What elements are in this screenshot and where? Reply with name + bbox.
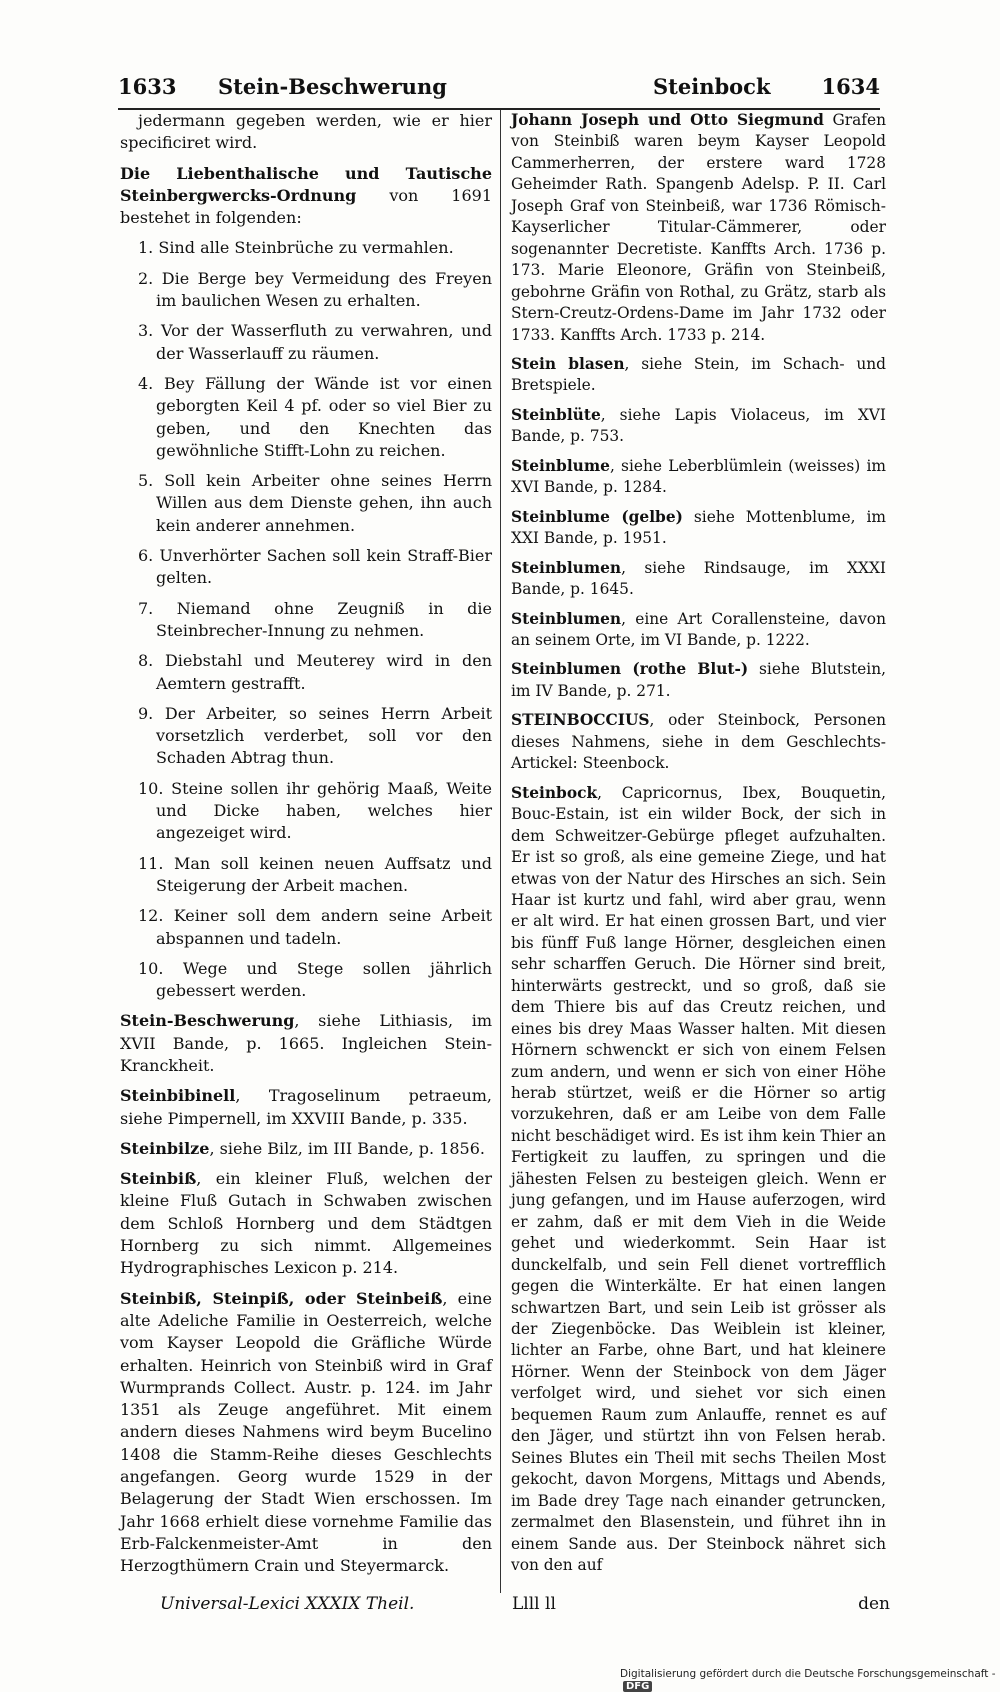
entry-text: 6. Unverhörter Sachen soll kein Straff-Bier gelten. [138,546,492,588]
entry-text: , eine alte Adeliche Familie in Oesterreich, welche vom Kayser Leopold die Gräfliche Würde erhalten. Heinrich von Steinbiß wird in Graf Wurmprands Collect. Austr. p. 124. im Jahr 1351 als Zeuge angeführet. Mit einem andern dieses Nahmens wird beym Bucelino 1408 die Stamm-Reihe dieses Geschlechts angefangen. Georg wurde 1529 in der Belagerung der Stadt Wien erschossen. Im Jahr 1668 erhielt diese vornehme Familie das Erb-Falckenmeister-Amt in den Herzogthümern Crain und Steyermarck. [120,1288,492,1576]
entry-text: , siehe Rindsauge, im XXXI Bande, p. 1645. [511,558,886,599]
lexicon-entry [511,110,886,346]
entry-text: 4. Bey Fällung der Wände ist vor einen geborgten Keil 4 pf. oder so viel Bier zu geben, und den Knechten das gewöhnliche Stifft-Lohn zu reichen. [138,373,492,460]
credit-text: Digitalisierung gefördert durch die Deutsche Forschungsgemeinschaft - [620,1668,996,1680]
list-item [138,778,492,845]
catchword: den [858,1594,890,1614]
lexicon-entry [511,354,886,397]
entry-text: 7. Niemand ohne Zeugniß in die Steinbrecher-Innung zu nehmen. [138,598,492,640]
lexicon-entry [511,456,886,499]
list-item [138,853,492,898]
lexicon-entry [120,1085,492,1130]
entry-headword: STEINBOCCIUS [511,711,650,730]
list-item [138,905,492,950]
entry-headword: Steinblume [511,456,610,475]
entry-headword: Steinbilze [120,1138,210,1158]
entry-text: 5. Soll kein Arbeiter ohne seines Herrn Willen aus dem Dienste gehen, ihn auch kein anderer annehmen. [138,471,492,535]
list-item [138,650,492,695]
page-number-left: 1633 [118,74,177,99]
lexicon-entry [511,558,886,601]
entry-text: 9. Der Arbeiter, so seines Herrn Arbeit vorsetzlich verderbet, soll vor den Schaden Abtrag thun. [138,703,492,768]
list-item [138,703,492,770]
entry-text: jedermann gegeben werden, wie er hier specificiret wird. [120,111,492,153]
list-item [138,268,492,313]
entry-text: , siehe Stein, im Schach- und Bretspiele. [511,354,887,395]
entry-headword: Steinbiß [120,1169,197,1189]
lexicon-entry [120,110,492,155]
right-column [511,110,886,1584]
entry-text: 12. Keiner soll dem andern seine Arbeit abspannen und tadeln. [138,906,492,948]
entry-headword: Steinblume (gelbe) [511,507,683,526]
list-item [138,320,492,365]
entry-headword: Steinblüte [511,405,601,424]
list-item [138,958,492,1003]
entry-headword: Steinbibinell [120,1086,236,1106]
lexicon-entry [120,1288,492,1578]
entry-headword: Steinblumen [511,558,622,577]
lexicon-entry [120,1010,492,1077]
entry-text: , siehe Lapis Violaceus, im XVI Bande, p. 753. [511,405,886,446]
entry-headword: Steinbock [511,783,598,802]
digitization-credit [620,1668,1000,1692]
running-title-right: Steinbock [653,74,771,99]
entry-text: siehe Blutstein, im IV Bande, p. 271. [511,660,887,700]
entry-headword: Stein blasen [511,354,625,373]
entry-text: , oder Steinbock, Personen dieses Nahmens, siehe in dem Geschlechts-Artickel: Steenbock. [511,711,886,773]
entry-text: 3. Vor der Wasserfluth zu verwahren, und der Wasserlauff zu räumen. [138,321,492,363]
list-item [138,237,492,259]
lexicon-entry [511,507,886,550]
entry-text: 10. Wege und Stege sollen jährlich gebessert werden. [138,958,492,1001]
entry-headword: Steinblumen [511,609,622,628]
running-title-left: Stein-Beschwerung [218,74,447,99]
lexicon-entry [511,659,886,702]
entry-headword: Steinbiß, Steinpiß, oder Steinbeiß [120,1288,443,1308]
left-column [120,110,492,1586]
entry-text: , siehe Leberblümlein (weisses) im XVI Bande, p. 1284. [511,456,886,497]
signature-mark: Llll ll [512,1594,556,1614]
entry-text: Grafen von Steinbiß waren beym Kayser Leopold Cammerherren, der erstere ward 1728 Geheimder Rath. Spangenb Adelsp. P. II. Carl Joseph Graf von Steinbeiß, war 1736 Römisch-Kayserlicher Titular-Cämmerer, oder sogenannter Decretiste. Kanffts Arch. 1736 p. 173. Marie Eleonore, Gräfin von Steinbeiß, gebohrne Gräfin von Rothal, zu Grätz, starb als Stern-Creutz-Ordens-Dame im Jahr 1732 oder 1733. Kanffts Arch. 1733 p. 214. [511,111,886,344]
entry-text: siehe Mottenblume, im XXI Bande, p. 1951. [511,507,886,548]
entry-headword: Johann Joseph und Otto Siegmund [511,111,824,129]
page-number-right: 1634 [821,74,880,99]
entry-text: 10. Steine sollen ihr gehörig Maaß, Weite und Dicke haben, welches hier angezeiget wird. [138,778,492,843]
lexicon-entry [120,1138,492,1160]
entry-text: , Tragoselinum petraeum, siehe Pimpernell, im XXVIII Bande, p. 335. [120,1086,492,1128]
lexicon-entry [511,609,886,652]
entry-text: , eine Art Corallensteine, davon an seinem Orte, im VI Bande, p. 1222. [511,609,886,649]
entry-text: von 1691 bestehet in folgenden: [120,185,492,228]
entry-text: 11. Man soll keinen neuen Auffsatz und Steigerung der Arbeit machen. [138,853,492,895]
lexicon-entry [511,783,886,1577]
lexicon-entry [511,710,886,774]
entry-headword: Steinblumen (rothe Blut-) [511,660,749,679]
dfg-logo-icon: DFG [623,1681,652,1692]
entry-headword: Die Liebenthalische und Tautische Steinbergwercks-Ordnung [120,163,492,205]
list-item [138,470,492,537]
lexicon-entry [120,1168,492,1279]
list-item [138,545,492,590]
column-divider [500,110,501,1593]
entry-text: , siehe Lithiasis, im XVII Bande, p. 1665. Ingleichen Stein-Kranckheit. [120,1011,492,1075]
entry-text: , siehe Bilz, im III Bande, p. 1856. [209,1138,485,1158]
page-footer [160,1594,890,1622]
entry-headword: Stein-Beschwerung [120,1011,295,1031]
entry-text: 8. Diebstahl und Meuterey wird in den Aemtern gestrafft. [138,651,492,693]
entry-text: 1. Sind alle Steinbrüche zu vermahlen. [138,238,454,258]
page-header [118,68,880,110]
list-item [138,598,492,643]
signature-volume: Universal-Lexici XXXIX Theil. [160,1594,415,1614]
entry-text: , Capricornus, Ibex, Bouquetin, Bouc-Estain, ist ein wilder Bock, der sich in dem Schweitzer-Gebürge pfleget aufzuhalten. Er ist so groß, als eine gemeine Ziege, und hat etwas von der Natur des Hirsches an sich. Sein Haar ist kurtz und fahl, wird aber grau, wenn er alt wird. Er hat einen grossen Bart, und vier bis fünff Fuß lange Hörner, desgleichen einen sehr scharffen Geruch. Die Hörner sind breit, hinterwärts gestreckt, und so groß, daß sie dem Thiere bis auf das Creutz reichen, und eines bis drey Maas Wasser halten. Mit diesen Hörnern schwenckt er sich von einem Felsen zum andern, und wenn er sich von einer Höhe herab stürtzet, weiß er die Hörner so artig vorzukehren, daß er am Leibe von dem Falle nicht beschädiget wird. Es ist ihm kein Thier an Fertigkeit zu lauffen, zu springen und die jähesten Felsen zu besteigen gleich. Wenn er jung gefangen, und im Hause auferzogen, wird er zahm, daß er mit dem Vieh in die Weide gehet und wiederkommt. Sein Haar ist dunckelfalb, und sein Fell dienet vortrefflich gegen die Winterkälte. Er hat einen langen schwartzen Bart, und sein Leib ist grösser als der Ziegenböcke. Das Weiblein ist kleiner, lichter an Farbe, ohne Bart, und hat kleinere Hörner. Wenn der Steinbock von dem Jäger verfolget wird, und siehet vor sich einen bequemen Raum zum Anlauffe, rennet es auf den Jäger, und stürtzt ihn von Felsen herab. Seines Blutes ein Theil mit sechs Theilen Most gekocht, davon Morgens, Mittags und Abends, im Bade drey Tage nach einander getruncken, zermalmet den Blasenstein, und führet ihn in einem Sande aus. Der Steinbock nähret sich von den auf [511,783,886,1574]
lexicon-entry [511,405,886,448]
entry-text: , ein kleiner Fluß, welchen der kleine Fluß Gutach in Schwaben zwischen dem Schloß Hornberg und dem Städtgen Hornberg zu sich nimmt. Allgemeines Hydrographisches Lexicon p. 214. [120,1169,492,1278]
list-item [138,373,492,462]
entry-text: 2. Die Berge bey Vermeidung des Freyen im baulichen Wesen zu erhalten. [138,268,492,311]
lexicon-entry [120,163,492,230]
